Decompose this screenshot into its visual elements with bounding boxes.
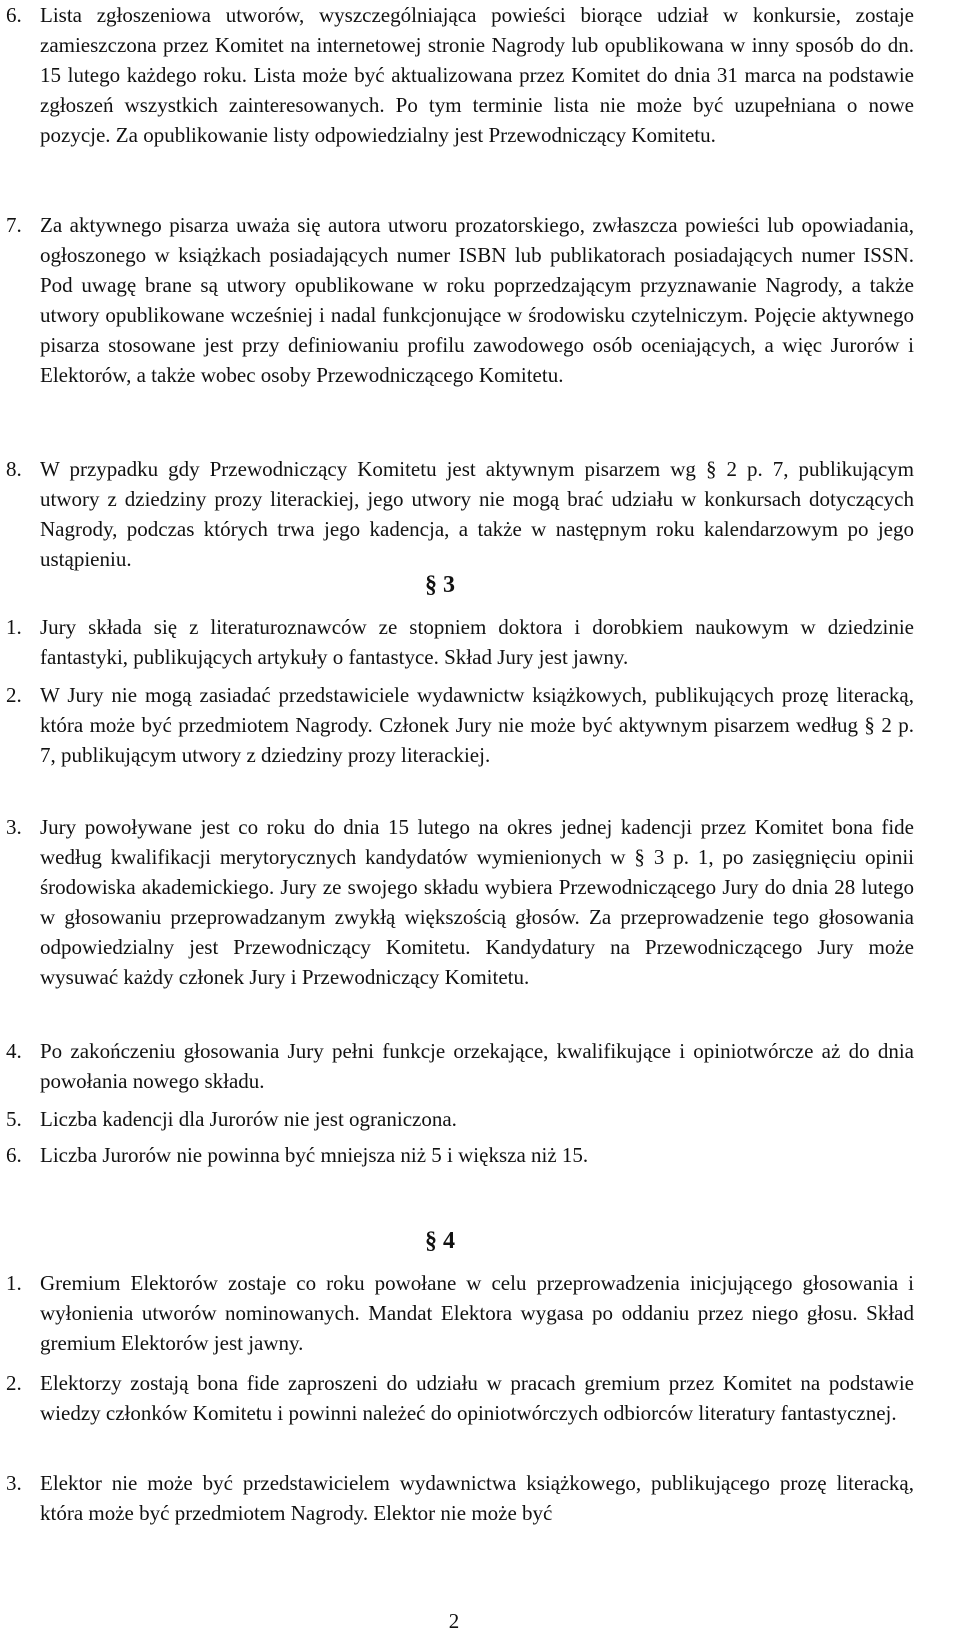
paragraph-number: 7. [6,213,22,237]
paragraph-text: Lista zgłoszeniowa utworów, wyszczególniająca powieści biorące udział w konkursie, zostaje zamieszczona przez Komitet na internetowej stronie Nagrody lub opublikowana w inny sposób do dn. 15 lutego każdego roku. Lista może być aktualizowana przez Komitet do dnia 31 marca na podstawie zgłoszeń wszystkich zainteresowanych. Po tym terminie lista nie może być uzupełniana o nowe pozycje. Za opublikowanie listy odpowiedzialny jest Przewodniczący Komitetu. [40,3,914,147]
paragraph-text: Jury składa się z literaturoznawców ze stopniem doktora i dorobkiem naukowym w dziedzinie fantastyki, publikujących artykuły o fantastyce. Skład Jury jest jawny. [40,615,914,669]
paragraph-number: 2. [6,683,22,707]
paragraph-text: Elektorzy zostają bona fide zaproszeni do udziału w pracach gremium przez Komitet na podstawie wiedzy członków Komitetu i powinni należeć do opiniotwórczych odbiorców literatury fantastycznej. [40,1371,914,1425]
paragraph-3-2 [6,680,914,770]
paragraph-3-6 [6,1140,914,1170]
section-heading-4: § 4 [425,1228,455,1254]
paragraph-text: Liczba kadencji dla Jurorów nie jest ograniczona. [40,1107,457,1131]
paragraph-2-7 [6,210,914,390]
page-number: 2 [448,1609,460,1633]
paragraph-number: 3. [6,1471,22,1495]
paragraph-3-3 [6,812,914,992]
paragraph-2-6 [6,0,914,150]
paragraph-number: 6. [6,1143,22,1167]
paragraph-text: Po zakończeniu głosowania Jury pełni funkcje orzekające, kwalifikujące i opiniotwórcze aż do dnia powołania nowego składu. [40,1039,914,1093]
paragraph-4-3 [6,1468,914,1528]
paragraph-number: 4. [6,1039,22,1063]
paragraph-number: 1. [6,615,22,639]
paragraph-text: W przypadku gdy Przewodniczący Komitetu jest aktywnym pisarzem wg § 2 p. 7, publikującym utwory z dziedziny prozy literackiej, jego utwory nie mogą brać udziału w konkursach dotyczących Nagrody, podczas których trwa jego kadencja, a także w następnym roku kalendarzowym po jego ustąpieniu. [40,457,914,571]
paragraph-text: W Jury nie mogą zasiadać przedstawiciele wydawnictw książkowych, publikujących prozę literacką, która może być przedmiotem Nagrody. Członek Jury nie może być aktywnym pisarzem według § 2 p. 7, publikującym utwory z dziedziny prozy literackiej. [40,683,914,767]
paragraph-text: Elektor nie może być przedstawicielem wydawnictwa książkowego, publikującego prozę literacką, która może być przedmiotem Nagrody. Elektor nie może być [40,1471,914,1525]
paragraph-3-5 [6,1104,914,1134]
paragraph-4-2 [6,1368,914,1428]
paragraph-4-1 [6,1268,914,1358]
paragraph-number: 1. [6,1271,22,1295]
section-heading-3: § 3 [425,572,455,598]
paragraph-number: 6. [6,3,22,27]
paragraph-2-8 [6,454,914,574]
paragraph-number: 2. [6,1371,22,1395]
paragraph-3-1 [6,612,914,672]
paragraph-number: 5. [6,1107,22,1131]
paragraph-text: Jury powoływane jest co roku do dnia 15 lutego na okres jednej kadencji przez Komitet bona fide według kwalifikacji merytorycznych kandydatów wymienionych w § 3 p. 1, po zasięgnięciu opinii środowiska akademickiego. Jury ze swojego składu wybiera Przewodniczącego Jury do dnia 28 lutego w głosowaniu przeprowadzanym zwykłą większością głosów. Za przeprowadzenie tego głosowania odpowiedzialny jest Przewodniczący Komitetu. Kandydatury na Przewodniczącego Jury może wysuwać każdy członek Jury i Przewodniczący Komitetu. [40,815,914,989]
paragraph-number: 8. [6,457,22,481]
paragraph-text: Gremium Elektorów zostaje co roku powołane w celu przeprowadzenia inicjującego głosowania i wyłonienia utworów nominowanych. Mandat Elektora wygasa po oddaniu przez niego głosu. Skład gremium Elektorów jest jawny. [40,1271,914,1355]
paragraph-3-4 [6,1036,914,1096]
paragraph-text: Liczba Jurorów nie powinna być mniejsza niż 5 i większa niż 15. [40,1143,589,1167]
paragraph-number: 3. [6,815,22,839]
paragraph-text: Za aktywnego pisarza uważa się autora utworu prozatorskiego, zwłaszcza powieści lub opowiadania, ogłoszonego w książkach posiadających numer ISBN lub publikatorach posiadających numer ISSN. Pod uwagę brane są utwory opublikowane w roku poprzedzającym przyznawanie Nagrody, a także utwory opublikowane wcześniej i nadal funkcjonujące w środowisku czytelniczym. Pojęcie aktywnego pisarza stosowane jest przy definiowaniu profilu zawodowego osób oceniających, a więc Jurorów i Elektorów, a także wobec osoby Przewodniczącego Komitetu. [40,213,914,387]
